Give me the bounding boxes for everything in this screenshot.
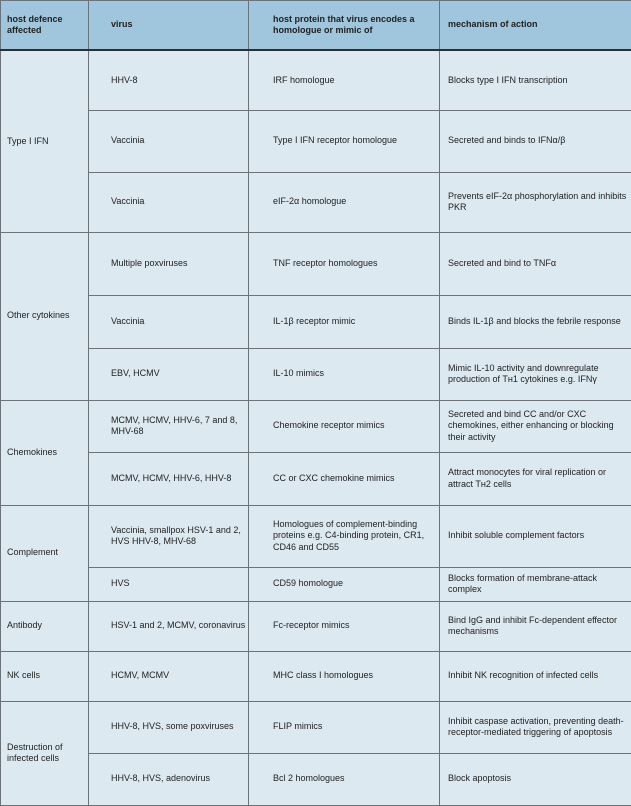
table-row bbox=[1, 452, 631, 505]
table-row bbox=[1, 400, 631, 452]
table-row bbox=[1, 50, 631, 110]
host-protein-cell: IL-10 mimics bbox=[249, 348, 440, 400]
header-row bbox=[1, 1, 631, 51]
header-host-defence: host defence affected bbox=[1, 1, 89, 51]
mechanism-cell: Binds IL-1β and blocks the febrile response bbox=[440, 295, 631, 348]
host-protein-cell: IL-1β receptor mimic bbox=[249, 295, 440, 348]
header-virus: virus bbox=[89, 1, 249, 51]
table-row bbox=[1, 651, 631, 701]
host-protein-cell: TNF receptor homologues bbox=[249, 232, 440, 295]
mechanism-cell: Block apoptosis bbox=[440, 753, 631, 805]
virus-cell: MCMV, HCMV, HHV-6, 7 and 8, MHV-68 bbox=[89, 400, 249, 452]
table-row bbox=[1, 701, 631, 753]
table-row bbox=[1, 567, 631, 601]
host-defence-cell: Chemokines bbox=[1, 400, 89, 505]
mechanism-cell: Secreted and bind to TNFα bbox=[440, 232, 631, 295]
mechanism-cell: Secreted and binds to IFNα/β bbox=[440, 110, 631, 172]
header-host-protein: host protein that virus encodes a homologue or mimic of bbox=[249, 1, 440, 51]
virus-cell: EBV, HCMV bbox=[89, 348, 249, 400]
mechanism-cell: Inhibit caspase activation, preventing death-receptor-mediated triggering of apoptosis bbox=[440, 701, 631, 753]
host-defence-cell: NK cells bbox=[1, 651, 89, 701]
table-row bbox=[1, 348, 631, 400]
table-row bbox=[1, 505, 631, 567]
host-protein-cell: Chemokine receptor mimics bbox=[249, 400, 440, 452]
host-defence-cell: Type I IFN bbox=[1, 50, 89, 232]
virus-cell: HVS bbox=[89, 567, 249, 601]
mechanism-cell: Blocks formation of membrane-attack complex bbox=[440, 567, 631, 601]
host-defence-cell: Antibody bbox=[1, 601, 89, 651]
virus-cell: HHV-8 bbox=[89, 50, 249, 110]
table-row bbox=[1, 601, 631, 651]
host-protein-cell: CC or CXC chemokine mimics bbox=[249, 452, 440, 505]
virus-cell: MCMV, HCMV, HHV-6, HHV-8 bbox=[89, 452, 249, 505]
host-defence-cell: Destruction of infected cells bbox=[1, 701, 89, 805]
mechanism-cell: Prevents eIF-2α phosphorylation and inhibits PKR bbox=[440, 172, 631, 232]
table-row bbox=[1, 172, 631, 232]
mechanism-cell: Bind IgG and inhibit Fc-dependent effector mechanisms bbox=[440, 601, 631, 651]
virus-cell: HSV-1 and 2, MCMV, coronavirus bbox=[89, 601, 249, 651]
header-mechanism: mechanism of action bbox=[440, 1, 631, 51]
host-protein-cell: Fc-receptor mimics bbox=[249, 601, 440, 651]
host-protein-cell: Homologues of complement-binding proteins e.g. C4-binding protein, CR1, CD46 and CD55 bbox=[249, 505, 440, 567]
host-protein-cell: Type I IFN receptor homologue bbox=[249, 110, 440, 172]
mechanism-cell: Attract monocytes for viral replication or attract Tʜ2 cells bbox=[440, 452, 631, 505]
mechanism-cell: Secreted and bind CC and/or CXC chemokines, either enhancing or blocking their activity bbox=[440, 400, 631, 452]
mechanism-cell: Mimic IL-10 activity and downregulate production of Tʜ1 cytokines e.g. IFNγ bbox=[440, 348, 631, 400]
table-row bbox=[1, 110, 631, 172]
host-defence-cell: Other cytokines bbox=[1, 232, 89, 400]
mechanism-cell: Inhibit soluble complement factors bbox=[440, 505, 631, 567]
mechanism-cell: Inhibit NK recognition of infected cells bbox=[440, 651, 631, 701]
host-defence-cell: Complement bbox=[1, 505, 89, 601]
table-row bbox=[1, 753, 631, 805]
virus-cell: HCMV, MCMV bbox=[89, 651, 249, 701]
virus-cell: Multiple poxviruses bbox=[89, 232, 249, 295]
host-protein-cell: CD59 homologue bbox=[249, 567, 440, 601]
virus-cell: HHV-8, HVS, some poxviruses bbox=[89, 701, 249, 753]
table-row bbox=[1, 232, 631, 295]
virus-cell: Vaccinia bbox=[89, 110, 249, 172]
mechanism-cell: Blocks type I IFN transcription bbox=[440, 50, 631, 110]
virus-cell: Vaccinia bbox=[89, 172, 249, 232]
host-protein-cell: FLIP mimics bbox=[249, 701, 440, 753]
virus-cell: Vaccinia, smallpox HSV-1 and 2, HVS HHV-8, MHV-68 bbox=[89, 505, 249, 567]
virus-cell: Vaccinia bbox=[89, 295, 249, 348]
host-protein-cell: Bcl 2 homologues bbox=[249, 753, 440, 805]
host-protein-cell: MHC class I homologues bbox=[249, 651, 440, 701]
table-row bbox=[1, 295, 631, 348]
host-protein-cell: eIF-2α homologue bbox=[249, 172, 440, 232]
virus-cell: HHV-8, HVS, adenovirus bbox=[89, 753, 249, 805]
host-protein-cell: IRF homologue bbox=[249, 50, 440, 110]
